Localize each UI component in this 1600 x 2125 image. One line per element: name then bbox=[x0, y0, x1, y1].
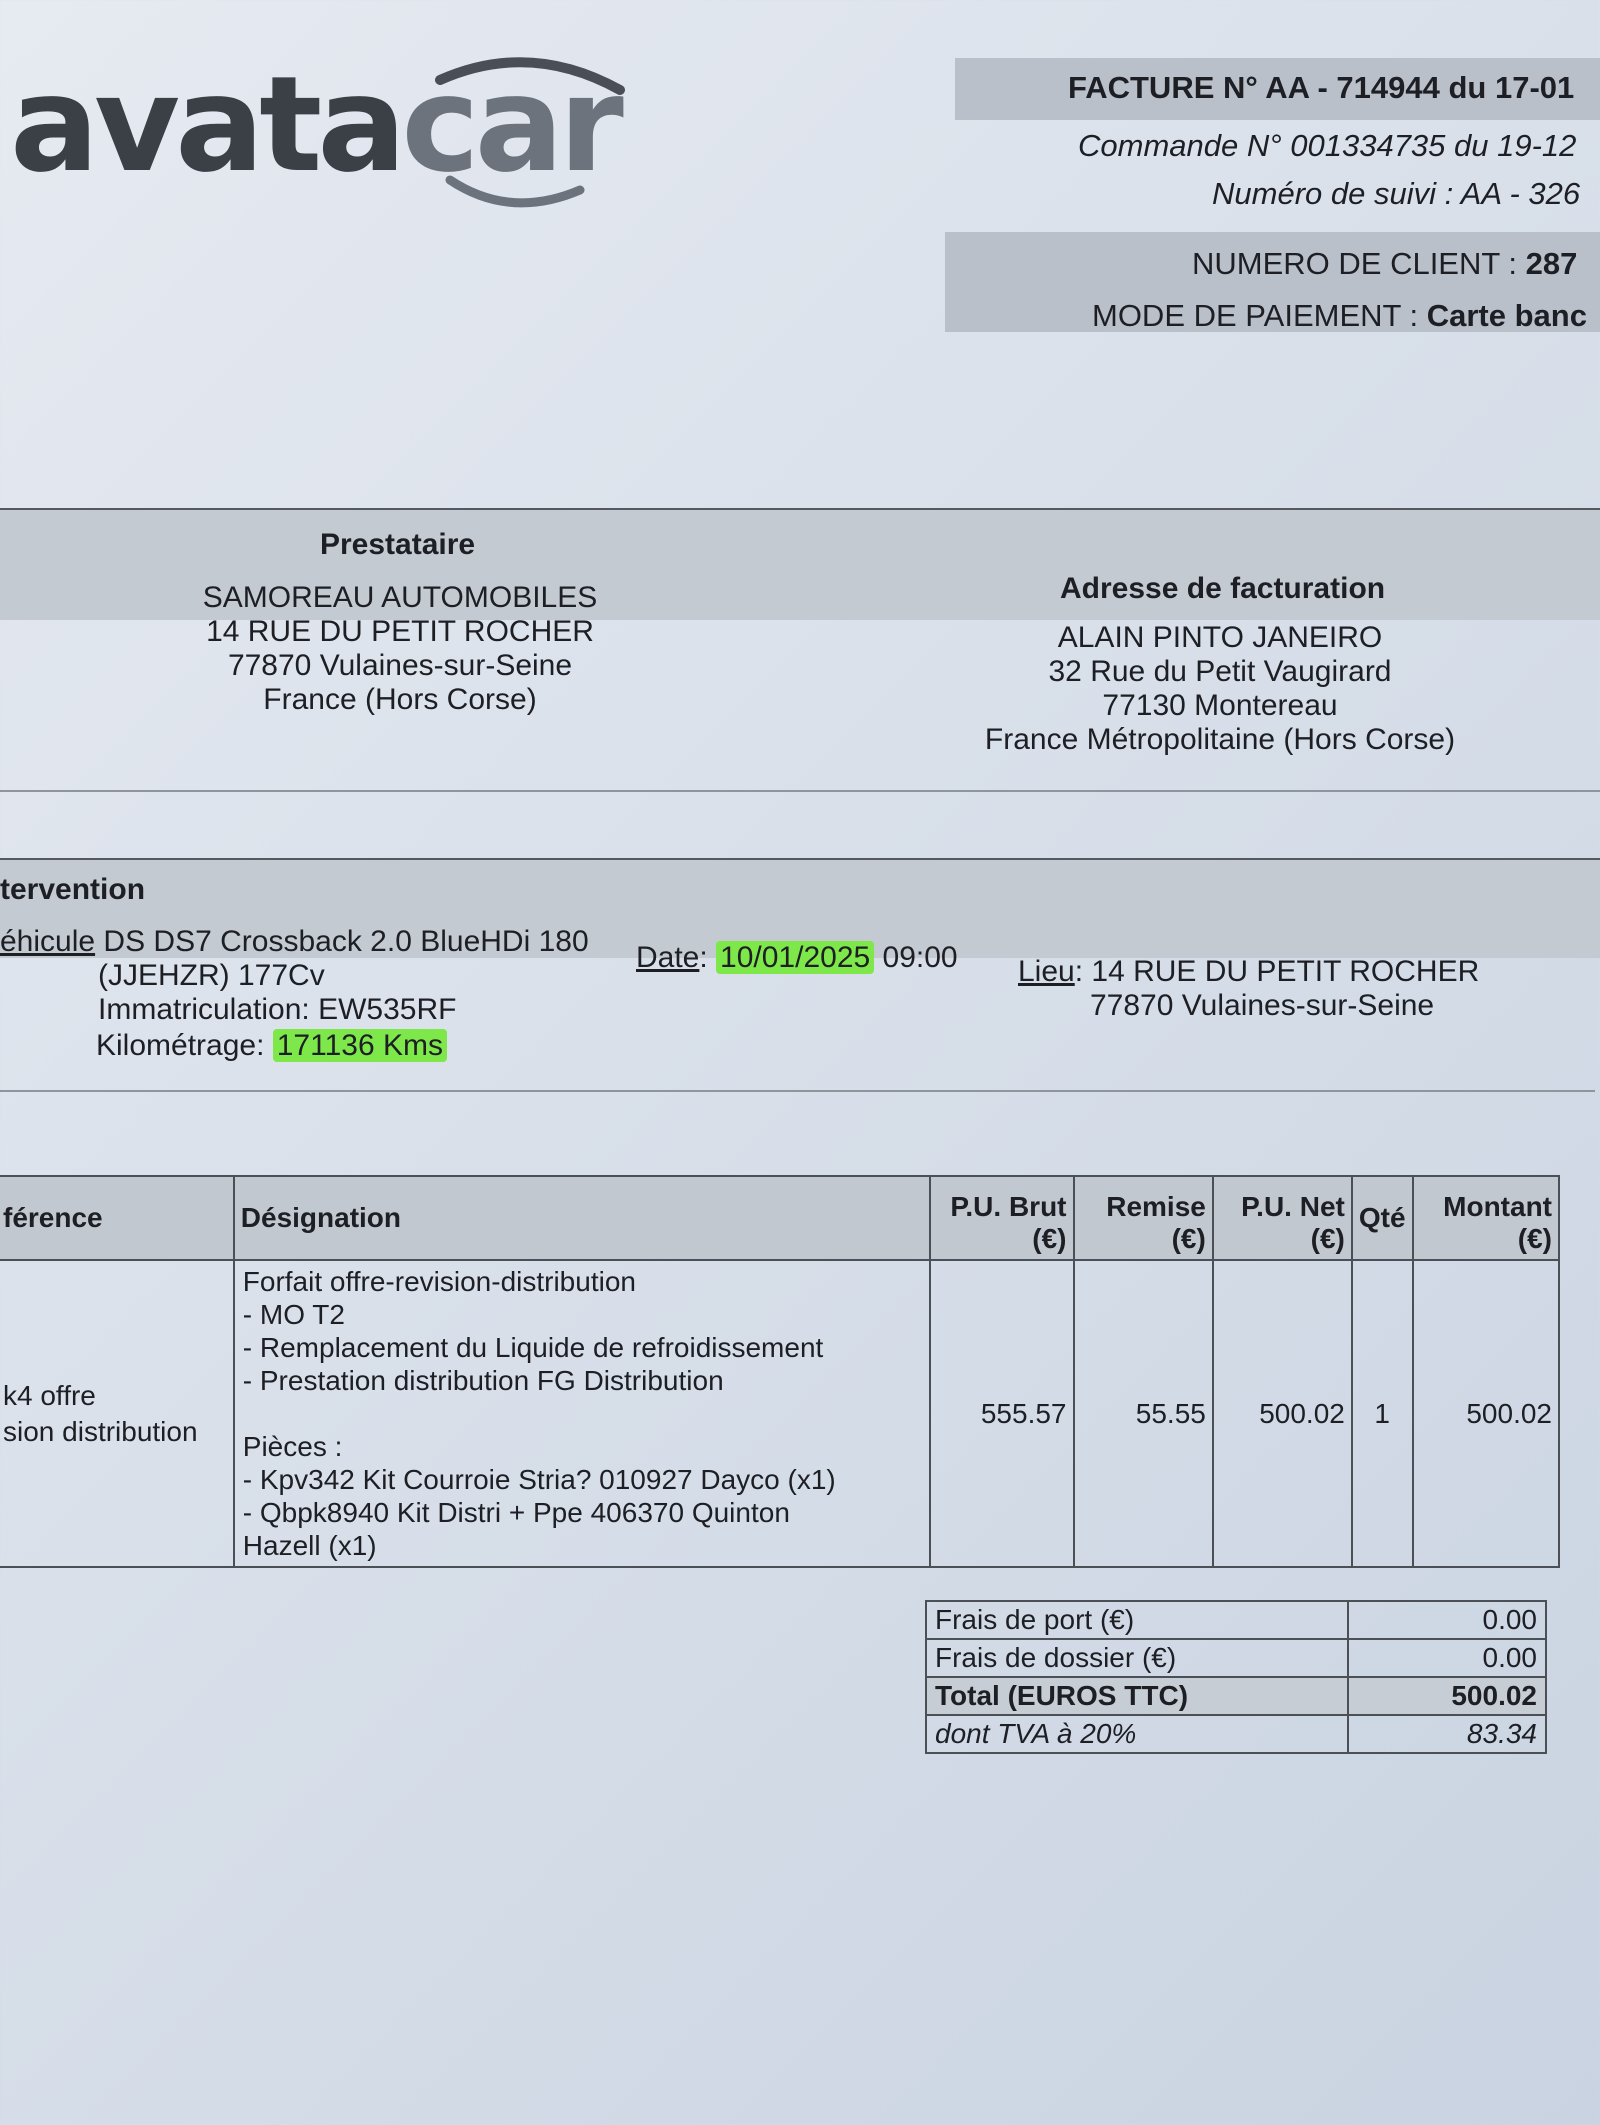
cell-montant: 500.02 bbox=[1413, 1260, 1559, 1567]
col-pu-net: P.U. Net (€) bbox=[1213, 1176, 1352, 1260]
cell-qte: 1 bbox=[1352, 1260, 1413, 1567]
col-montant: Montant (€) bbox=[1413, 1176, 1559, 1260]
section-divider bbox=[0, 790, 1600, 792]
intervention-date: Date: 10/01/2025 09:00 bbox=[636, 941, 958, 974]
avatacar-logo bbox=[10, 50, 620, 220]
totals-row-shipping: Frais de port (€) 0.00 bbox=[926, 1601, 1546, 1639]
table-header-row bbox=[0, 1176, 1559, 1260]
provider-line: 14 RUE DU PETIT ROCHER bbox=[206, 615, 594, 648]
vehicle-model: DS DS7 Crossback 2.0 BlueHDi 180 bbox=[103, 925, 589, 958]
totals-row-total: Total (EUROS TTC) 500.02 bbox=[926, 1677, 1546, 1715]
cell-remise: 55.55 bbox=[1074, 1260, 1213, 1567]
vehicle-line bbox=[0, 926, 589, 958]
vehicle-registration: Immatriculation: EW535RF bbox=[98, 993, 457, 1026]
intervention-place: Lieu: 14 RUE DU PETIT ROCHER bbox=[1018, 955, 1480, 988]
billing-title: Adresse de facturation bbox=[1060, 572, 1386, 605]
date-highlight: 10/01/2025 bbox=[716, 941, 874, 974]
totals-table bbox=[925, 1600, 1547, 1754]
provider-title: Prestataire bbox=[320, 528, 476, 561]
provider-line: SAMOREAU AUTOMOBILES bbox=[202, 581, 598, 614]
billing-line: France Métropolitaine (Hors Corse) bbox=[984, 723, 1456, 756]
provider-line: 77870 Vulaines-sur-Seine bbox=[227, 649, 573, 682]
tracking-number: Numéro de suivi : AA - 326 bbox=[1212, 176, 1581, 211]
col-remise: Remise (€) bbox=[1074, 1176, 1213, 1260]
invoice-number: FACTURE N° AA - 714944 du 17-01 bbox=[1068, 70, 1575, 105]
cell-pu-net: 500.02 bbox=[1213, 1260, 1352, 1567]
billing-line: 77130 Montereau bbox=[1102, 689, 1338, 722]
col-qte: Qté bbox=[1352, 1176, 1413, 1260]
cell-reference: k4 offre sion distribution bbox=[0, 1260, 234, 1567]
totals-row-vat: dont TVA à 20% 83.34 bbox=[926, 1715, 1546, 1753]
billing-line: 32 Rue du Petit Vaugirard bbox=[1048, 655, 1392, 688]
order-number: Commande N° 001334735 du 19-12 bbox=[1078, 128, 1577, 163]
intervention-place-city: 77870 Vulaines-sur-Seine bbox=[1090, 989, 1435, 1022]
col-designation: Désignation bbox=[234, 1176, 930, 1260]
provider-line: France (Hors Corse) bbox=[263, 683, 537, 716]
cell-pu-brut: 555.57 bbox=[930, 1260, 1074, 1567]
col-reference: férence bbox=[0, 1176, 234, 1260]
intervention-time: 09:00 bbox=[874, 941, 958, 974]
date-label: Date bbox=[636, 941, 700, 974]
totals-row-fees: Frais de dossier (€) 0.00 bbox=[926, 1639, 1546, 1677]
billing-line: ALAIN PINTO JANEIRO bbox=[1057, 621, 1383, 654]
payment-mode: MODE DE PAIEMENT : Carte banc bbox=[1092, 298, 1587, 333]
items-table bbox=[0, 1175, 1560, 1568]
vehicle-label: éhicule bbox=[0, 925, 96, 958]
logo-swoosh-icon bbox=[430, 50, 630, 220]
logo-wordmark: avatacar bbox=[10, 48, 619, 202]
cell-designation: Forfait offre-revision-distribution - MO T2 - Remplacement du Liquide de refroidissement - Prestation distribution FG Distribution Pièces : - Kpv342 Kit Courroie Stria? 010927 Dayco (x1) - Qbpk8940 Kit Distri + Ppe 406370 Quinton Hazell (x1) bbox=[234, 1260, 930, 1567]
vehicle-mileage: Kilométrage: 171136 Kms bbox=[96, 1030, 447, 1062]
section-divider bbox=[0, 1090, 1595, 1092]
col-pu-brut: P.U. Brut (€) bbox=[930, 1176, 1074, 1260]
place-label: Lieu bbox=[1018, 955, 1075, 988]
intervention-title: tervention bbox=[0, 873, 146, 906]
mileage-highlight: 171136 Kms bbox=[273, 1029, 447, 1062]
vehicle-engine: (JJEHZR) 177Cv bbox=[98, 959, 325, 992]
table-row bbox=[0, 1260, 1559, 1567]
client-number: NUMERO DE CLIENT : 287 bbox=[1192, 246, 1578, 281]
